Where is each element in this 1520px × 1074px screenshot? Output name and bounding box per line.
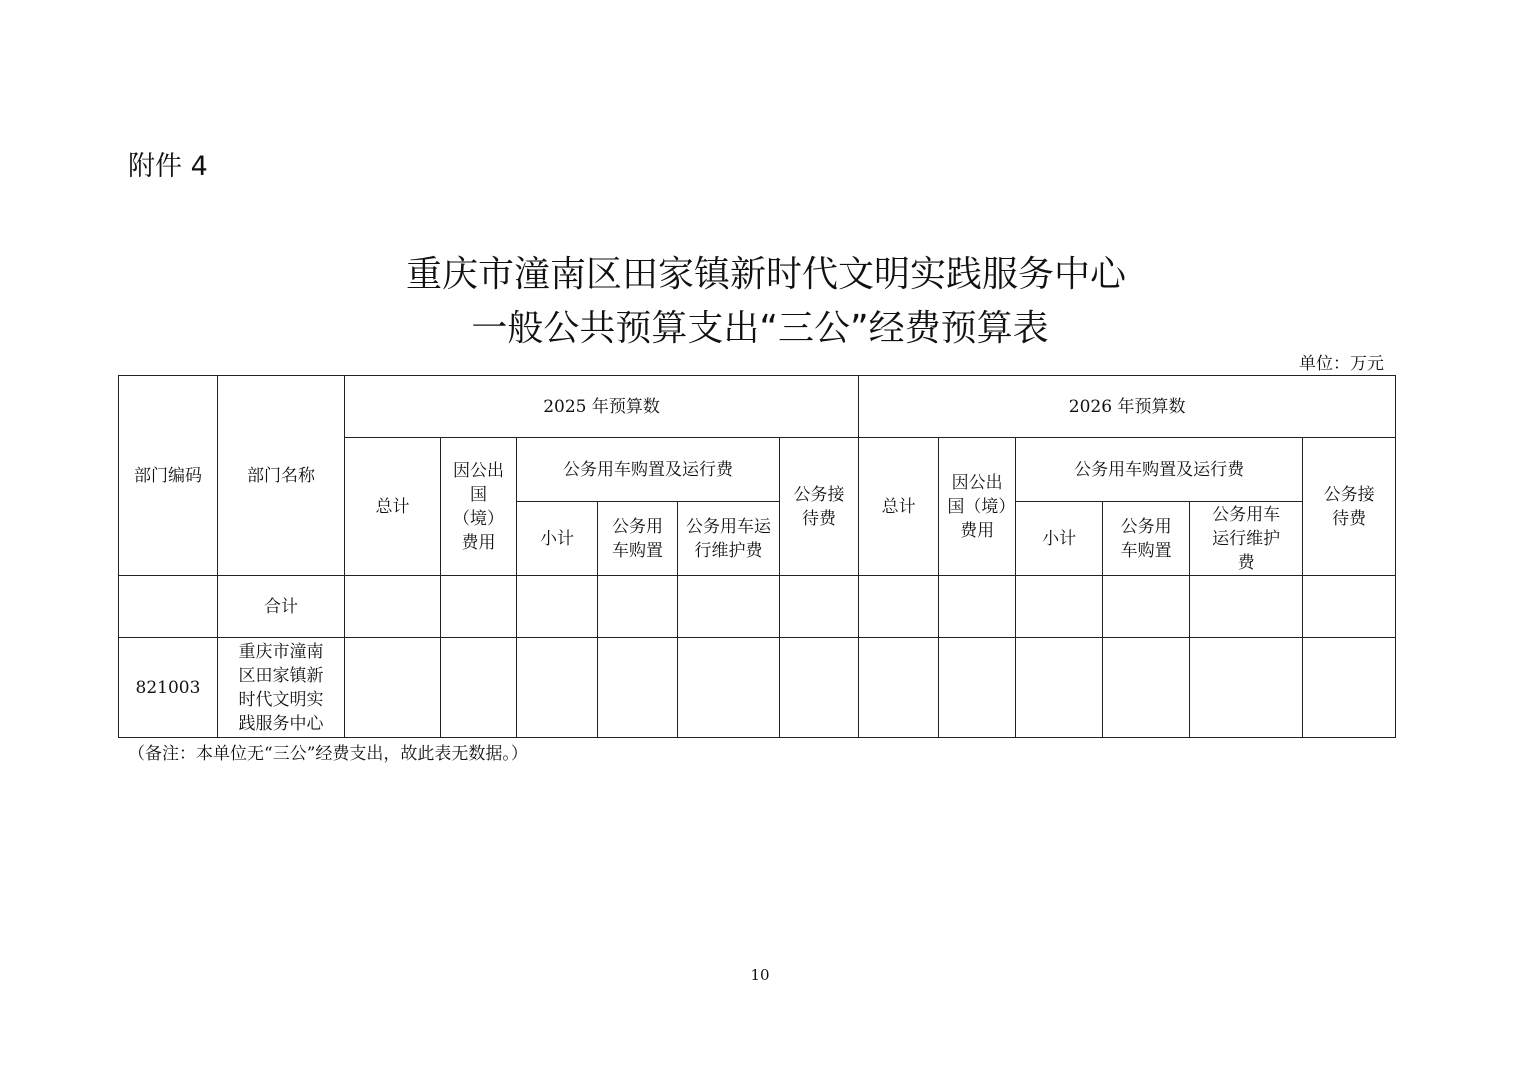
cell-empty: [1303, 576, 1396, 638]
header-total-2026: 总计: [859, 438, 939, 576]
cell-empty: [1303, 638, 1396, 738]
header-subtotal-2025: 小计: [517, 502, 598, 576]
cell-empty: [678, 576, 780, 638]
header-vehicle-group-2026: 公务用车购置及运行费: [1016, 438, 1303, 502]
header-vehicle-group-2025: 公务用车购置及运行费: [517, 438, 780, 502]
unit-label: 单位：万元: [1299, 354, 1384, 374]
cell-empty: [598, 576, 678, 638]
table-note: （备注：本单位无“三公”经费支出，故此表无数据。）: [128, 744, 528, 764]
header-abroad-2025: 因公出国（境）费用: [441, 438, 517, 576]
cell-empty: [780, 576, 859, 638]
header-reception-2026: 公务接待费: [1303, 438, 1396, 576]
header-vehicle-purchase-2026: 公务用车购置: [1103, 502, 1190, 576]
cell-empty: [1190, 576, 1303, 638]
header-dept-name: 部门名称: [218, 376, 345, 576]
header-dept-code: 部门编码: [119, 376, 218, 576]
document-title-line1: 重庆市潼南区田家镇新时代文明实践服务中心: [405, 254, 1126, 295]
cell-empty: [1016, 576, 1103, 638]
cell-empty: [678, 638, 780, 738]
row-dept-name: 重庆市潼南区田家镇新时代文明实践服务中心: [218, 638, 345, 738]
header-reception-2025: 公务接待费: [780, 438, 859, 576]
cell-empty: [441, 576, 517, 638]
table-row-dept: [119, 638, 1396, 738]
cell-empty: [939, 638, 1016, 738]
header-vehicle-maintenance-2025: 公务用车运行维护费: [678, 502, 780, 576]
cell-empty: [780, 638, 859, 738]
table-row-total: [119, 576, 1396, 638]
cell-empty: [517, 576, 598, 638]
budget-table: [118, 375, 1396, 738]
cell-empty: [939, 576, 1016, 638]
header-subtotal-2026: 小计: [1016, 502, 1103, 576]
header-year-2025: 2025 年预算数: [345, 376, 859, 438]
row-total-label: 合计: [218, 576, 345, 638]
cell-empty: [345, 638, 441, 738]
cell-empty: [1103, 576, 1190, 638]
attachment-label: 附件 4: [128, 151, 208, 182]
document-title-line2: 一般公共预算支出“三公”经费预算表: [471, 308, 1049, 349]
cell-empty: [1103, 638, 1190, 738]
header-total-2025: 总计: [345, 438, 441, 576]
cell-empty: [598, 638, 678, 738]
cell-empty: [119, 576, 218, 638]
cell-empty: [1190, 638, 1303, 738]
header-vehicle-maintenance-2026: 公务用车运行维护费: [1190, 502, 1303, 576]
cell-empty: [517, 638, 598, 738]
cell-empty: [441, 638, 517, 738]
header-year-2026: 2026 年预算数: [859, 376, 1396, 438]
header-vehicle-purchase-2025: 公务用车购置: [598, 502, 678, 576]
row-dept-code: 821003: [119, 638, 218, 738]
page-number: 10: [750, 966, 770, 984]
cell-empty: [859, 638, 939, 738]
cell-empty: [345, 576, 441, 638]
cell-empty: [859, 576, 939, 638]
header-abroad-2026: 因公出国（境）费用: [939, 438, 1016, 576]
cell-empty: [1016, 638, 1103, 738]
